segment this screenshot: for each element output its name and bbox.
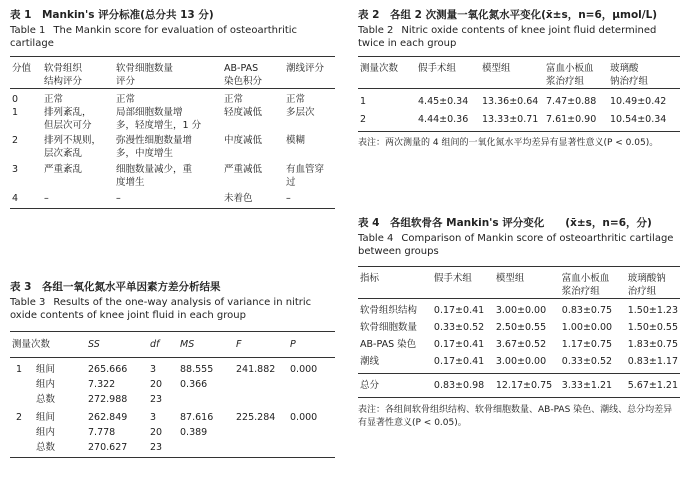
table-row [358, 351, 680, 374]
table2-caption-en [358, 24, 680, 50]
table3-cell [10, 439, 34, 458]
table3-cell: 265.666 [88, 364, 128, 375]
table4-cell: 0.17±0.41 [433, 339, 485, 350]
table4-cell: 0.83±0.98 [433, 380, 485, 391]
table3-cell: 262.849 [88, 412, 128, 423]
table1-cell: 正常 [116, 94, 136, 105]
table1-cell: 排列不规则， 层次紊乱 [44, 135, 102, 159]
table4-cell: 0.83±1.17 [627, 356, 678, 367]
table1-cell: 0 [12, 94, 19, 105]
table3-header: 测量次数 [12, 339, 51, 350]
table-row [10, 106, 335, 132]
table1-cell: 多层次 [286, 107, 315, 118]
table1-header: 分值 [12, 63, 32, 74]
table3-cell: 7.322 [88, 379, 116, 390]
table1-cell: 正常 [44, 94, 64, 105]
table3-cell: 20 [150, 379, 163, 390]
table3-cell: 88.555 [180, 364, 214, 375]
table-row [358, 299, 680, 318]
table3-cell: 组内 [36, 427, 56, 438]
table3-header: P [290, 339, 296, 350]
table4-header: 指标 [360, 273, 380, 284]
table-row [358, 317, 680, 334]
table3-cell: 0.389 [180, 427, 208, 438]
table4-total-row [358, 374, 680, 398]
table1-caption-zh: 表 1 Mankin's 评分标准(总分共 13 分) [10, 9, 214, 21]
table2-note: 表注：两次测量的 4 组间的一氧化氮水平均差异有显著性意义(P < 0.05)。 [358, 138, 659, 148]
table3-header: SS [88, 339, 100, 350]
table4-header-row [358, 267, 680, 299]
table3-cell: 241.882 [236, 364, 276, 375]
table-row [358, 334, 680, 351]
table2-header: 富血小板血 浆治疗组 [546, 63, 594, 87]
table1-cell: 模糊 [286, 135, 306, 146]
table3 [10, 331, 335, 458]
table3-cell: 87.616 [180, 412, 214, 423]
table3-cell: 1 [16, 364, 23, 375]
table4-header: 模型组 [495, 273, 525, 284]
table4-cell: 0.33±0.52 [561, 356, 613, 367]
table4-cell: 软骨组织结构 [360, 305, 418, 316]
table2-caption-text: Nitric oxide contents of knee joint fluid determined twice in each group [358, 25, 657, 49]
table4-cell: 1.50±1.23 [627, 305, 678, 316]
table4-cell: 1.50±0.55 [627, 322, 678, 333]
table3-cell [178, 439, 234, 458]
table3-header: MS [180, 339, 195, 350]
table1-cell: 3 [12, 164, 19, 175]
table3-cell [10, 424, 34, 439]
table3-cell: 3 [150, 364, 157, 375]
table1-cell: 严重减低 [224, 164, 263, 175]
table2 [358, 56, 680, 132]
table1-cell: 4 [12, 193, 19, 204]
table4-cell: 3.33±1.21 [561, 380, 613, 391]
table2-cell: 7.47±0.88 [546, 96, 597, 107]
table2-cell: 10.49±0.42 [610, 96, 667, 107]
table2-cell: 2 [360, 114, 367, 125]
table-row [10, 189, 335, 209]
table-row [358, 89, 680, 109]
table1-header-row [10, 57, 335, 89]
table4-caption-zh: 表 4 各组软骨各 Mankin's 评分变化 (x̄±s，n=6，分) [358, 217, 652, 229]
table3-cell: 组内 [36, 379, 56, 390]
table1-cell: – [116, 193, 121, 204]
table3-cell: 270.627 [88, 442, 128, 453]
table3-cell: 3 [150, 412, 157, 423]
table3-cell: 总数 [36, 442, 56, 453]
table2-header: 模型组 [482, 63, 511, 74]
table2-cell: 10.54±0.34 [610, 114, 667, 125]
table3-cell [234, 391, 288, 406]
table4-cell: 3.67±0.52 [495, 339, 547, 350]
table3-cell: 225.284 [236, 412, 276, 423]
table1-cell: 中度减低 [224, 135, 263, 146]
table1-cell: 未着色 [224, 193, 253, 204]
table3-cell: 2 [16, 412, 23, 423]
table3-cell [10, 391, 34, 406]
table1-header: 软骨组织 结构评分 [44, 63, 83, 87]
table3-cell [234, 439, 288, 458]
table3-cell: 0.000 [290, 364, 318, 375]
table3-cell: 272.988 [88, 394, 128, 405]
table1-caption-text: The Mankin score for evaluation of osteoarthritic cartilage [10, 25, 298, 49]
table3-cell [288, 439, 335, 458]
table3-cell: 20 [150, 427, 163, 438]
table3-cell [288, 424, 335, 439]
table4-cell: AB-PAS 染色 [360, 339, 417, 350]
table4-cell: 0.17±0.41 [433, 305, 485, 316]
table3-cell: 0.366 [180, 379, 208, 390]
table4-note: 表注：各组间软骨组织结构、软骨细胞数量、AB-PAS 染色、潮线、总分均差异有显著性意义(P < 0.05)。 [358, 405, 673, 428]
table3-cell [234, 376, 288, 391]
table4 [358, 266, 680, 398]
table4-caption-label: Table 4 [358, 233, 394, 244]
table3-caption-label: Table 3 [10, 297, 46, 308]
table3-header: df [150, 339, 160, 350]
table4-cell: 1.00±0.00 [561, 322, 613, 333]
table3-cell: 组间 [36, 412, 56, 423]
table4-cell: 软骨细胞数量 [360, 322, 418, 333]
table4-cell: 0.83±0.75 [561, 305, 613, 316]
table2-header-row [358, 57, 680, 89]
table4-cell: 3.00±0.00 [495, 356, 547, 367]
table4-cell: 3.00±0.00 [495, 305, 547, 316]
table3-caption-en [10, 296, 335, 322]
table1-cell: 细胞数量减少，重 度增生 [116, 164, 193, 188]
table2-header: 测量次数 [360, 63, 399, 74]
table-row [10, 376, 335, 391]
table1-header: 软骨细胞数量 评分 [116, 63, 174, 87]
table1-cell: 严重紊乱 [44, 164, 83, 175]
table3-cell: 23 [150, 442, 163, 453]
table2-cell: 4.45±0.34 [418, 96, 469, 107]
table4-cell: 1.83±0.75 [627, 339, 678, 350]
table4-caption-en [358, 232, 680, 258]
table3-caption-text: Results of the one-way analysis of variance in nitric oxide contents of knee joint fluid in each group [10, 297, 312, 321]
table4-header: 富血小板血 浆治疗组 [561, 273, 610, 297]
table1 [10, 56, 335, 209]
table2-header: 玻璃酸 钠治疗组 [610, 63, 649, 87]
table3-cell: 组间 [36, 364, 56, 375]
table4-header: 玻璃酸钠 治疗组 [627, 273, 666, 297]
table3-cell: 0.000 [290, 412, 318, 423]
table2-header: 假手术组 [418, 63, 457, 74]
table1-cell: – [286, 193, 291, 204]
table3-cell: 总数 [36, 394, 56, 405]
table3-caption-zh: 表 3 各组一氧化氮水平单因素方差分析结果 [10, 281, 221, 293]
table4-cell: 5.67±1.21 [627, 380, 678, 391]
table1-cell: 轻度减低 [224, 107, 263, 118]
table-row [10, 89, 335, 107]
table3-cell [234, 424, 288, 439]
table4-caption-text: Comparison of Mankin score of osteoarthritic cartilage between groups [358, 233, 674, 257]
table1-cell: 正常 [286, 94, 306, 105]
table3-cell [288, 391, 335, 406]
table-row [10, 439, 335, 458]
table4-cell: 0.33±0.52 [433, 322, 485, 333]
table1-cell: 排列紊乱， 但层次可分 [44, 107, 92, 131]
table2-cell: 7.61±0.90 [546, 114, 597, 125]
table1-caption-en [10, 24, 335, 50]
table-row [10, 132, 335, 160]
table3-cell [288, 376, 335, 391]
table4-cell: 0.17±0.41 [433, 356, 485, 367]
table1-cell: 局部细胞数量增 多，轻度增生，1 分 [116, 107, 202, 131]
table3-block [10, 280, 335, 458]
table1-cell: 2 [12, 135, 19, 146]
table2-cell: 1 [360, 96, 367, 107]
table1-cell: 1 [12, 107, 19, 118]
table4-header: 假手术组 [433, 273, 472, 284]
table2-cell: 4.44±0.36 [418, 114, 469, 125]
table4-cell: 总分 [360, 380, 380, 391]
table2-block [358, 8, 680, 150]
table3-header-row [10, 332, 335, 358]
table2-caption-zh: 表 2 各组 2 次测量一氧化氮水平变化(x̄±s，n=6，μmol/L) [358, 9, 658, 21]
table-row [10, 160, 335, 189]
table4-block [358, 216, 680, 430]
table2-cell: 13.33±0.71 [482, 114, 539, 125]
table4-cell: 1.17±0.75 [561, 339, 613, 350]
table-row [10, 424, 335, 439]
table1-header: 潮线评分 [286, 63, 325, 74]
table3-header: F [236, 339, 242, 350]
table4-cell: 潮线 [360, 356, 380, 367]
table3-cell: 7.778 [88, 427, 116, 438]
table1-caption-label: Table 1 [10, 25, 46, 36]
table2-cell: 13.36±0.64 [482, 96, 539, 107]
table-row [10, 391, 335, 406]
table3-cell [178, 391, 234, 406]
table-row [10, 406, 335, 424]
table3-cell: 23 [150, 394, 163, 405]
table1-block [10, 8, 335, 209]
table-row [358, 108, 680, 132]
table2-caption-label: Table 2 [358, 25, 394, 36]
table4-cell: 12.17±0.75 [495, 380, 553, 391]
table1-cell: 弥漫性细胞数量增 多，中度增生 [116, 135, 193, 159]
table4-cell: 2.50±0.55 [495, 322, 547, 333]
table1-cell: – [44, 193, 49, 204]
table1-header: AB-PAS 染色积分 [224, 63, 263, 87]
table3-cell [10, 376, 34, 391]
table1-cell: 正常 [224, 94, 244, 105]
table1-cell: 有血管穿 过 [286, 164, 325, 188]
table-row [10, 358, 335, 377]
